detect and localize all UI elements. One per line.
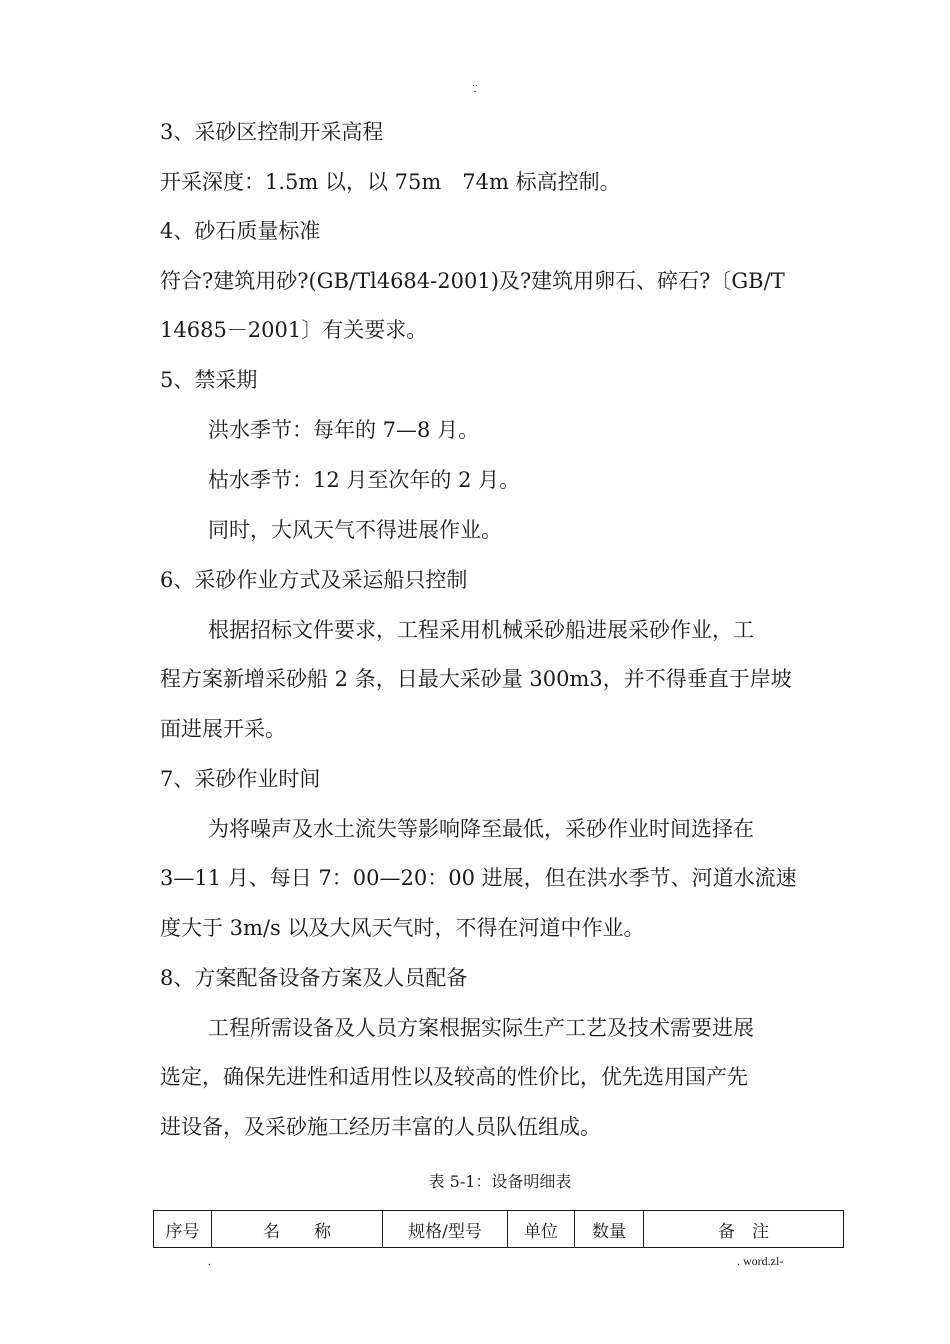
paragraph-line: 选定，确保先进性和适用性以及较高的性价比，优先选用国产先: [160, 1065, 748, 1089]
table-header-row: [154, 1211, 844, 1248]
paragraph-line: 符合?建筑用砂?(GB/Tl4684-2001)及?建筑用卵石、碎石?〔GB/T: [160, 269, 785, 293]
footer-right: . word.zl-: [737, 1254, 784, 1268]
paragraph-line: 14685－2001〕有关要求。: [160, 318, 428, 342]
paragraph-line: 工程所需设备及人员方案根据实际生产工艺及技术需要进展: [208, 1016, 754, 1040]
page-header-mark: [0, 80, 950, 96]
col-header-index: 序号: [154, 1211, 212, 1248]
section-heading-8: 8、方案配备设备方案及人员配备: [160, 966, 468, 990]
paragraph-line: 同时，大风天气不得进展作业。: [208, 518, 502, 542]
col-header-unit: 单位: [508, 1211, 575, 1248]
col-header-quantity: 数量: [575, 1211, 644, 1248]
table-caption: 表 5-1：设备明细表: [428, 1172, 572, 1191]
paragraph-line: 面进展开采。: [160, 717, 286, 741]
paragraph-line: 为将噪声及水土流失等影响降至最低，采砂作业时间选择在: [208, 817, 754, 841]
paragraph-line: 洪水季节：每年的 7—8 月。: [208, 418, 480, 442]
equipment-table: [153, 1210, 844, 1248]
col-header-remarks: 备 注: [644, 1211, 844, 1248]
col-header-name: 名 称: [212, 1211, 383, 1248]
paragraph-line: 枯水季节：12 月至次年的 2 月。: [208, 468, 521, 492]
section-heading-4: 4、砂石质量标准: [160, 219, 321, 243]
paragraph-line: 程方案新增采砂船 2 条，日最大采砂量 300m3，并不得垂直于岸坡: [160, 667, 792, 691]
paragraph-line: 根据招标文件要求，工程采用机械采砂船进展采砂作业，工: [208, 618, 754, 642]
section-heading-5: 5、禁采期: [160, 368, 258, 392]
col-header-model: 规格/型号: [383, 1211, 508, 1248]
header-mark-bottom: -: [473, 87, 477, 97]
section-heading-6: 6、采砂作业方式及采运船只控制: [160, 568, 468, 592]
paragraph-line: 开采深度：1.5m 以，以 75m 74m 标高控制。: [160, 170, 621, 194]
paragraph-line: 进设备，及采砂施工经历丰富的人员队伍组成。: [160, 1115, 601, 1139]
section-heading-7: 7、采砂作业时间: [160, 767, 321, 791]
paragraph-line: 3—11 月、每日 7：00—20：00 进展，但在洪水季节、河道水流速: [160, 866, 797, 890]
paragraph-line: 度大于 3m/s 以及大风天气时，不得在河道中作业。: [160, 916, 645, 940]
header-mark-top: ..: [472, 79, 478, 89]
footer-left: .: [208, 1256, 211, 1268]
section-heading-3: 3、采砂区控制开采高程: [160, 120, 384, 144]
